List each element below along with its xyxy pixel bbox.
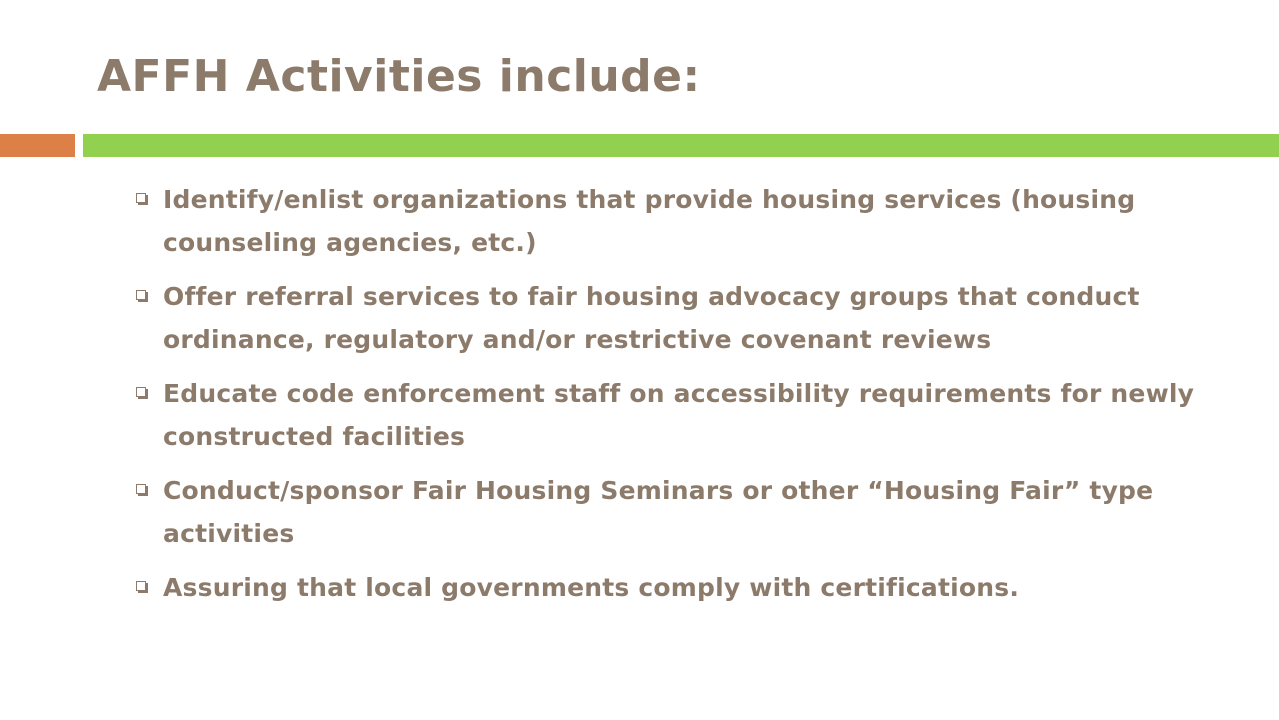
- accent-bar-orange: [0, 134, 75, 157]
- square-bullet-icon: [136, 290, 146, 300]
- bullet-text: Conduct/sponsor Fair Housing Seminars or other “Housing Fair” type activities: [163, 476, 1154, 548]
- square-bullet-icon: [136, 581, 146, 591]
- bullet-text: Educate code enforcement staff on accessibility requirements for newly constructed facilities: [163, 379, 1195, 451]
- bullet-item: [130, 372, 1240, 458]
- bullet-text: Offer referral services to fair housing advocacy groups that conduct ordinance, regulatory and/or restrictive covenant reviews: [163, 282, 1140, 354]
- bullet-text: Assuring that local governments comply with certifications.: [163, 573, 1020, 602]
- bullet-item: [130, 566, 1240, 609]
- bullet-item: [130, 469, 1240, 555]
- bullet-text: Identify/enlist organizations that provide housing services (housing counseling agencies, etc.): [163, 185, 1136, 257]
- bullet-item: [130, 275, 1240, 361]
- accent-bar-green: [83, 134, 1279, 157]
- square-bullet-icon: [136, 193, 146, 203]
- square-bullet-icon: [136, 484, 146, 494]
- bullet-list: [130, 178, 1240, 620]
- square-bullet-icon: [136, 387, 146, 397]
- bullet-item: [130, 178, 1240, 264]
- slide-title: AFFH Activities include:: [97, 51, 701, 102]
